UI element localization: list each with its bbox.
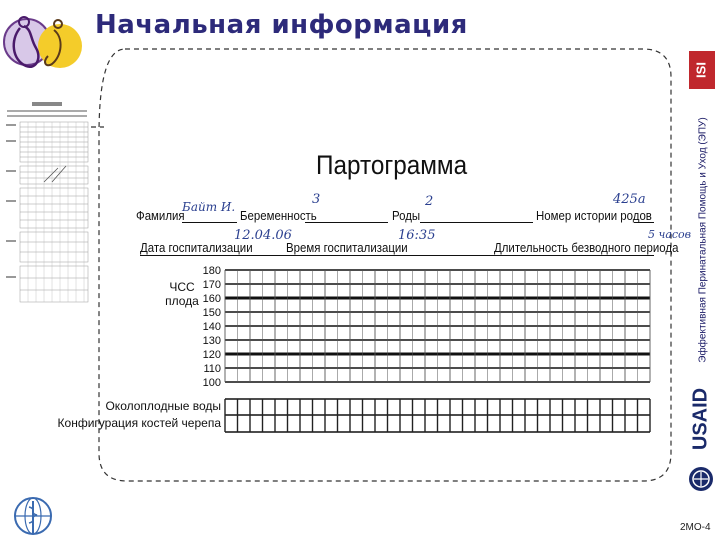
fhr-tick-label: 110 — [203, 363, 221, 375]
handwritten-membranes-duration: 5 часов — [648, 228, 692, 241]
program-logo — [2, 8, 84, 80]
fhr-tick-label: 180 — [202, 265, 221, 277]
handwritten-admission-date: 12.04.06 — [234, 228, 292, 243]
isi-logo — [688, 50, 716, 90]
fhr-tick-label: 140 — [202, 321, 221, 333]
moulding-label: Конфигурация костей черепа — [57, 416, 221, 430]
fhr-label-line1: ЧСС — [169, 280, 195, 294]
partogram-title: Партограмма — [316, 150, 468, 180]
fhr-tick-label: 150 — [202, 307, 221, 319]
field-label-births: Роды — [392, 208, 421, 223]
field-label-admission-date: Дата госпитализации — [140, 240, 253, 255]
handwritten-births: 2 — [425, 194, 434, 209]
usaid-logo — [686, 375, 716, 495]
field-row-line — [140, 255, 654, 256]
field-line-surname — [182, 222, 237, 223]
handwritten-admission-time: 16:35 — [398, 228, 436, 243]
field-line-births — [420, 222, 533, 223]
slide-code: 2MO-4 — [680, 522, 711, 533]
sidebar-caption-text: Эффективная Перинатальная Помощь и Уход (ЭПУ) — [697, 117, 709, 363]
fhr-grid — [57, 262, 655, 442]
partogram-thumbnail — [4, 100, 90, 310]
fhr-label-line2: плода — [165, 294, 199, 308]
fhr-tick-label: 100 — [202, 377, 221, 389]
fhr-tick-label: 130 — [202, 335, 221, 347]
slide-title: Начальная информация — [95, 10, 468, 40]
handwritten-pregnancy: 3 — [312, 192, 321, 207]
field-line-pregnancy — [305, 222, 388, 223]
field-label-membranes-duration: Длительность безводного периода — [494, 240, 679, 255]
sidebar-caption — [689, 100, 717, 380]
usaid-logo-text: USAID — [689, 387, 712, 451]
fhr-tick-label: 170 — [202, 279, 221, 291]
isi-logo-text: ISI — [693, 62, 709, 78]
who-logo — [12, 495, 54, 537]
fhr-tick-label: 120 — [202, 349, 221, 361]
field-label-admission-time: Время госпитализации — [286, 240, 408, 255]
field-label-surname: Фамилия — [136, 208, 185, 223]
handwritten-surname: Байт И. — [182, 200, 236, 214]
fhr-tick-label: 160 — [202, 293, 221, 305]
field-label-pregnancy: Беременность — [240, 208, 317, 223]
field-line-record-number — [634, 222, 654, 223]
field-label-record-number: Номер истории родов — [536, 208, 652, 223]
amniotic-fluid-label: Околоплодные воды — [105, 399, 221, 413]
handwritten-record-number: 425а — [613, 192, 646, 207]
